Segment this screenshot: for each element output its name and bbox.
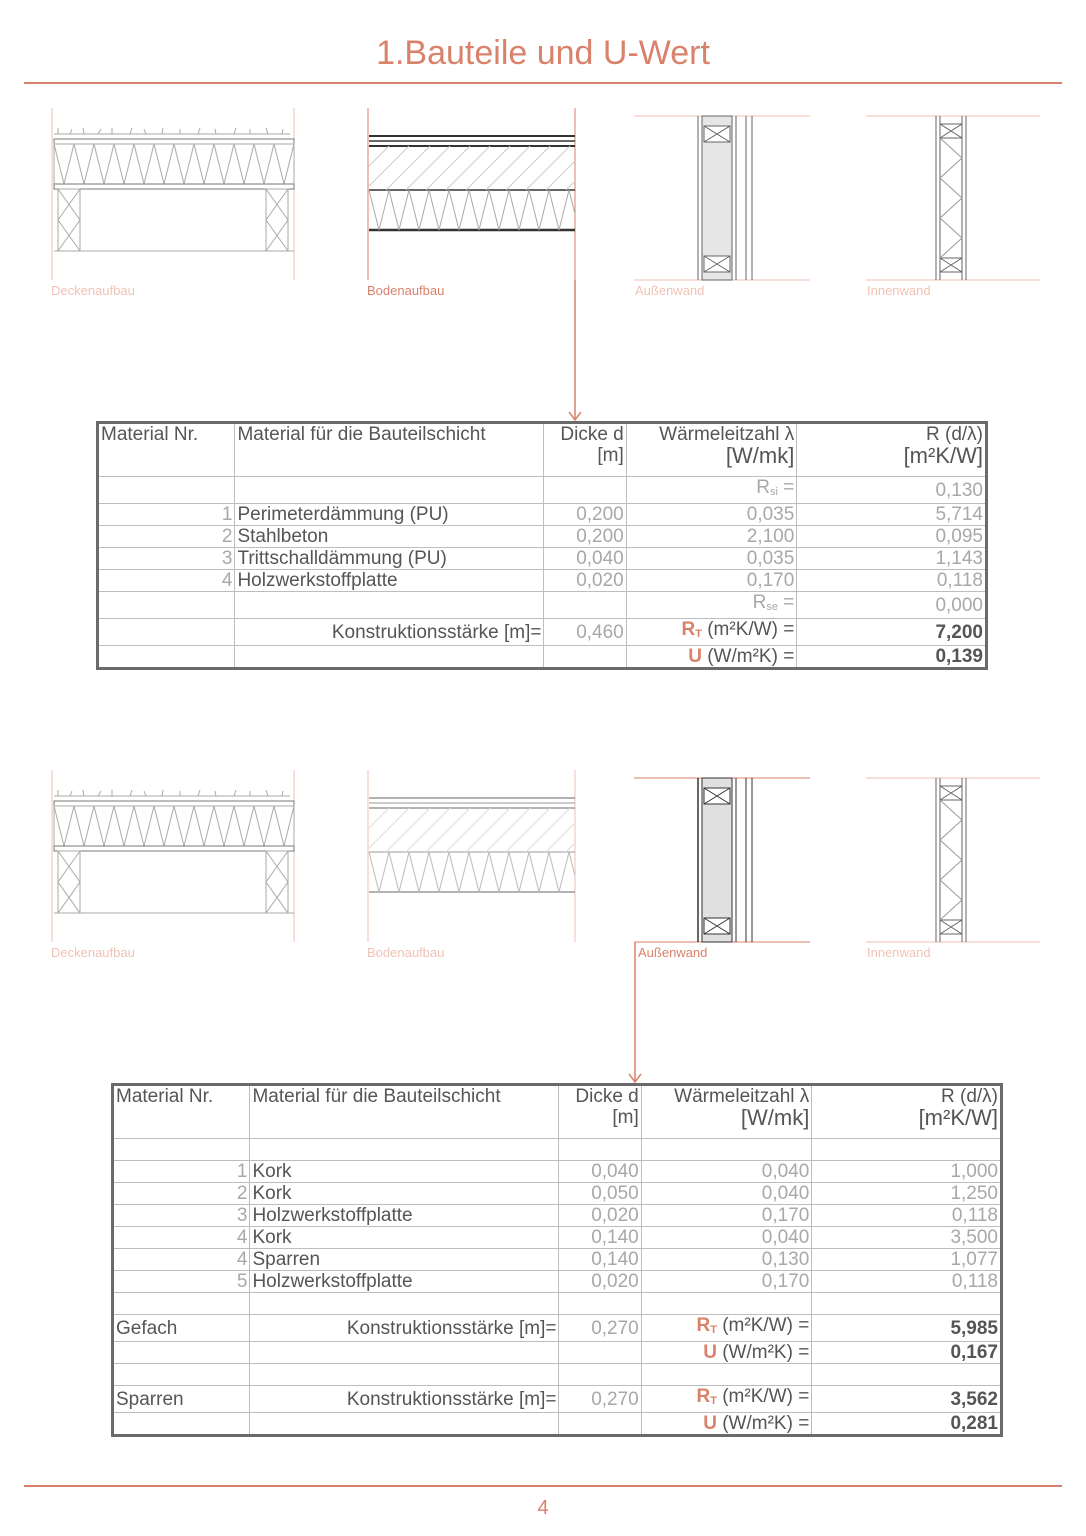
- rsi-value: 0,130: [797, 477, 987, 504]
- sparren-rt-sub: T: [710, 1395, 717, 1407]
- table-row: [113, 1205, 1002, 1227]
- row-r: 0,095: [797, 526, 987, 548]
- drawing-aussenwand-1: [634, 108, 810, 283]
- row-nr: 2: [98, 526, 235, 548]
- row-d: 0,140: [559, 1227, 641, 1249]
- header-r: R (d/λ): [926, 424, 983, 445]
- gefach-name: Gefach: [113, 1315, 250, 1342]
- u-unit: (W/m²K) =: [701, 646, 795, 667]
- header-material-nr: Material Nr.: [98, 423, 235, 477]
- rt-value: 7,200: [797, 619, 987, 646]
- row-d: 0,020: [559, 1205, 641, 1227]
- caption-innenwand-1: Innenwand: [867, 283, 931, 298]
- rsi-sub: si: [769, 486, 778, 498]
- row-material: Kork: [250, 1161, 559, 1183]
- header-lambda-unit: [W/mk]: [725, 443, 795, 468]
- total-d: 0,460: [544, 619, 626, 646]
- table-row-rse: [98, 592, 987, 619]
- row-d: 0,140: [559, 1249, 641, 1271]
- drawing-innenwand-1: [866, 108, 1040, 283]
- sparren-rt-label: R: [696, 1386, 711, 1407]
- table-row: [98, 570, 987, 592]
- row-lambda: 2,100: [626, 526, 797, 548]
- u-label: U: [688, 646, 702, 667]
- drawing-deckenaufbau-2: [50, 770, 298, 945]
- drawing-aussenwand-2: [634, 770, 810, 945]
- caption-bodenaufbau-1: Bodenaufbau: [367, 283, 445, 298]
- row-d: 0,040: [544, 548, 626, 570]
- table-row-u: [98, 646, 987, 669]
- page-title: 1.Bauteile und U-Wert: [376, 34, 710, 72]
- table-row-total: [98, 619, 987, 646]
- row-lambda: 0,040: [641, 1161, 812, 1183]
- caption-bodenaufbau-2: Bodenaufbau: [367, 945, 445, 960]
- row-d: 0,200: [544, 526, 626, 548]
- rt-sub: T: [695, 628, 702, 640]
- table-row-sparren-u: [113, 1413, 1002, 1436]
- row-nr: 4: [98, 570, 235, 592]
- header-material: Material für die Bauteilschicht: [250, 1085, 559, 1139]
- row-nr: 1: [98, 504, 235, 526]
- gefach-rt-unit: (m²K/W) =: [716, 1315, 810, 1336]
- total-label: Konstruktionsstärke [m]=: [235, 619, 544, 646]
- table-row-empty: [113, 1293, 1002, 1315]
- gefach-u-value: 0,167: [812, 1342, 1002, 1364]
- table-row-empty: [113, 1139, 1002, 1161]
- row-d: 0,050: [559, 1183, 641, 1205]
- header-lambda: Wärmeleitzahl λ: [674, 1086, 810, 1107]
- header-material: Material für die Bauteilschicht: [235, 423, 544, 477]
- header-r-unit: [m²K/W]: [903, 443, 983, 468]
- table-row-empty: [113, 1364, 1002, 1386]
- header-lambda: Wärmeleitzahl λ: [659, 424, 795, 445]
- sparren-rt-value: 3,562: [812, 1386, 1002, 1413]
- row-r: 0,118: [812, 1205, 1002, 1227]
- u-value: 0,139: [797, 646, 987, 669]
- header-rule: [24, 82, 1062, 84]
- caption-aussenwand-2: Außenwand: [638, 945, 708, 960]
- rsi-label: R: [756, 477, 770, 498]
- table-row-rsi: [98, 477, 987, 504]
- table-row: [113, 1249, 1002, 1271]
- drawing-innenwand-2: [866, 770, 1040, 945]
- rt-unit: (m²K/W) =: [701, 619, 795, 640]
- u-value-table-boden: [96, 421, 988, 670]
- row-d: 0,020: [544, 570, 626, 592]
- sparren-rt-unit: (m²K/W) =: [716, 1386, 810, 1407]
- gefach-u-label: U: [703, 1342, 717, 1363]
- row-nr: 3: [113, 1205, 250, 1227]
- rse-value: 0,000: [797, 592, 987, 619]
- sparren-u-unit: (W/m²K) =: [716, 1413, 810, 1434]
- table-header: [113, 1085, 1002, 1139]
- row-lambda: 0,170: [641, 1271, 812, 1293]
- header-dicke-unit: [m]: [612, 1107, 639, 1128]
- row-lambda: 0,035: [626, 504, 797, 526]
- row-r: 1,143: [797, 548, 987, 570]
- rsi-eq: =: [777, 477, 795, 498]
- row-nr: 4: [113, 1227, 250, 1249]
- table-row: [98, 526, 987, 548]
- header-dicke-unit: [m]: [597, 445, 624, 466]
- row-lambda: 0,130: [641, 1249, 812, 1271]
- row-material: Stahlbeton: [235, 526, 544, 548]
- footer-rule: [24, 1485, 1062, 1487]
- rt-label: R: [681, 619, 696, 640]
- row-nr: 4: [113, 1249, 250, 1271]
- row-r: 1,000: [812, 1161, 1002, 1183]
- row-material: Sparren: [250, 1249, 559, 1271]
- row-r: 3,500: [812, 1227, 1002, 1249]
- header-r-unit: [m²K/W]: [918, 1105, 998, 1130]
- row-lambda: 0,170: [641, 1205, 812, 1227]
- gefach-u-unit: (W/m²K) =: [716, 1342, 810, 1363]
- row-material: Holzwerkstoffplatte: [250, 1205, 559, 1227]
- row-r: 0,118: [797, 570, 987, 592]
- row-nr: 1: [113, 1161, 250, 1183]
- gefach-d: 0,270: [559, 1315, 641, 1342]
- row-r: 0,118: [812, 1271, 1002, 1293]
- gefach-label: Konstruktionsstärke [m]=: [250, 1315, 559, 1342]
- row-nr: 2: [113, 1183, 250, 1205]
- row-material: Holzwerkstoffplatte: [250, 1271, 559, 1293]
- gefach-rt-value: 5,985: [812, 1315, 1002, 1342]
- row-d: 0,020: [559, 1271, 641, 1293]
- drawing-deckenaufbau-1: [50, 108, 298, 283]
- row-r: 5,714: [797, 504, 987, 526]
- row-r: 1,077: [812, 1249, 1002, 1271]
- header-lambda-unit: [W/mk]: [740, 1105, 810, 1130]
- header-dicke: Dicke d: [560, 424, 624, 445]
- table-row: [113, 1227, 1002, 1249]
- header-r: R (d/λ): [941, 1086, 998, 1107]
- sparren-d: 0,270: [559, 1386, 641, 1413]
- header-material-nr: Material Nr.: [113, 1085, 250, 1139]
- table-row: [98, 548, 987, 570]
- arrow-connector-2: [626, 942, 646, 1084]
- sparren-name: Sparren: [113, 1386, 250, 1413]
- row-lambda: 0,040: [641, 1227, 812, 1249]
- gefach-rt-sub: T: [710, 1324, 717, 1336]
- gefach-rt-label: R: [696, 1315, 711, 1336]
- row-nr: 3: [98, 548, 235, 570]
- table-row: [113, 1161, 1002, 1183]
- caption-deckenaufbau-1: Deckenaufbau: [51, 283, 135, 298]
- sparren-label: Konstruktionsstärke [m]=: [250, 1386, 559, 1413]
- table-row-sparren-total: [113, 1386, 1002, 1413]
- sparren-u-label: U: [703, 1413, 717, 1434]
- row-d: 0,040: [559, 1161, 641, 1183]
- row-material: Holzwerkstoffplatte: [235, 570, 544, 592]
- header-dicke: Dicke d: [575, 1086, 639, 1107]
- rse-sub: se: [766, 601, 778, 613]
- rse-label: R: [752, 592, 767, 613]
- table-row-gefach-total: [113, 1315, 1002, 1342]
- table-row: [113, 1183, 1002, 1205]
- table-row: [113, 1271, 1002, 1293]
- table-row-gefach-u: [113, 1342, 1002, 1364]
- row-nr: 5: [113, 1271, 250, 1293]
- drawing-bodenaufbau-2: [366, 770, 578, 945]
- row-r: 1,250: [812, 1183, 1002, 1205]
- caption-innenwand-2: Innenwand: [867, 945, 931, 960]
- row-d: 0,200: [544, 504, 626, 526]
- row-material: Kork: [250, 1227, 559, 1249]
- row-lambda: 0,035: [626, 548, 797, 570]
- row-lambda: 0,040: [641, 1183, 812, 1205]
- sparren-u-value: 0,281: [812, 1413, 1002, 1436]
- row-material: Trittschalldämmung (PU): [235, 548, 544, 570]
- row-lambda: 0,170: [626, 570, 797, 592]
- row-material: Perimeterdämmung (PU): [235, 504, 544, 526]
- u-value-table-aussenwand: [111, 1083, 1003, 1437]
- drawing-bodenaufbau-1: [366, 108, 578, 283]
- caption-deckenaufbau-2: Deckenaufbau: [51, 945, 135, 960]
- rse-eq: =: [777, 592, 795, 613]
- page-number: 4: [537, 1497, 549, 1519]
- arrow-connector-1: [566, 280, 586, 422]
- table-row: [98, 504, 987, 526]
- row-material: Kork: [250, 1183, 559, 1205]
- table-header: [98, 423, 987, 477]
- caption-aussenwand-1: Außenwand: [635, 283, 705, 298]
